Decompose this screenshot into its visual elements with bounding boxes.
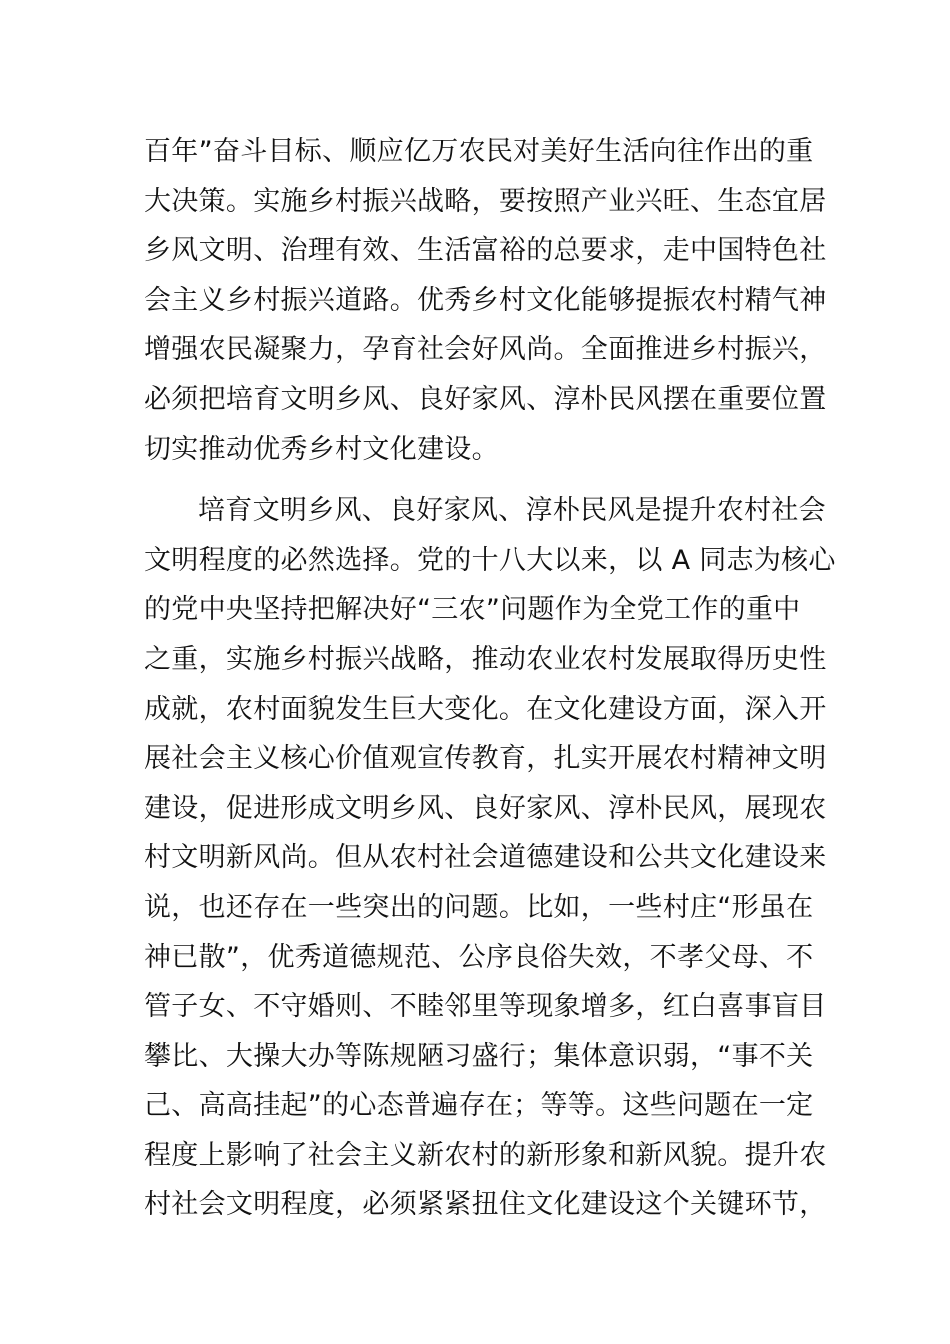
paragraph-line: 成就，农村面貌发生巨大变化。在文化建设方面，深入开 [144, 693, 827, 725]
paragraph-line: 神已散”，优秀道德规范、公序良俗失效，不孝父母、不 [144, 941, 814, 973]
paragraph-line: 会主义乡村振兴道路。优秀乡村文化能够提振农村精气神 [144, 284, 827, 316]
paragraph-line: 大决策。实施乡村振兴战略，要按照产业兴旺、生态宜居 [144, 185, 827, 217]
paragraph-line: 管子女、不守婚则、不睦邻里等现象增多，红白喜事盲目 [144, 991, 827, 1023]
paragraph-line: 切实推动优秀乡村文化建设。 [144, 433, 499, 465]
paragraph-spacing [144, 474, 814, 486]
paragraph-line: 必须把培育文明乡风、良好家风、淳朴民风摆在重要位置 [144, 383, 827, 415]
paragraph-2 [144, 486, 836, 1230]
paragraph-line: 的党中央坚持把解决好“三农”问题作为全党工作的重中 [144, 594, 801, 626]
paragraph-line: 说，也还存在一些突出的问题。比如，一些村庄“形虽在 [144, 891, 814, 923]
document-body [144, 127, 836, 1230]
paragraph-line: 村社会文明程度，必须紧紧扭住文化建设这个关键环节， [144, 1189, 827, 1221]
paragraph-line: 程度上影响了社会主义新农村的新形象和新风貌。提升农 [144, 1139, 827, 1171]
paragraph-line: 文明程度的必然选择。党的十八大以来，以 A 同志为核心 [144, 544, 836, 576]
paragraph-line: 攀比、大操大办等陈规陋习盛行；集体意识弱，“事不关 [144, 1040, 814, 1072]
paragraph-line: 己、高高挂起”的心态普遍存在；等等。这些问题在一定 [144, 1090, 814, 1122]
paragraph-line: 百年”奋斗目标、顺应亿万农民对美好生活向往作出的重 [144, 136, 814, 167]
paragraph-line: 之重，实施乡村振兴战略，推动农业农村发展取得历史性 [144, 643, 827, 675]
paragraph-line: 展社会主义核心价值观宣传教育，扎实开展农村精神文明 [144, 743, 827, 775]
paragraph-line: 增强农民凝聚力，孕育社会好风尚。全面推进乡村振兴， [144, 334, 827, 366]
paragraph-first-line: 培育文明乡风、良好家风、淳朴民风是提升农村社会 [198, 495, 826, 527]
paragraph-line: 乡风文明、治理有效、生活富裕的总要求，走中国特色社 [144, 235, 827, 267]
paragraph-1 [144, 127, 827, 474]
paragraph-line: 建设，促进形成文明乡风、良好家风、淳朴民风，展现农 [144, 792, 827, 824]
paragraph-line: 村文明新风尚。但从农村社会道德建设和公共文化建设来 [144, 842, 827, 874]
